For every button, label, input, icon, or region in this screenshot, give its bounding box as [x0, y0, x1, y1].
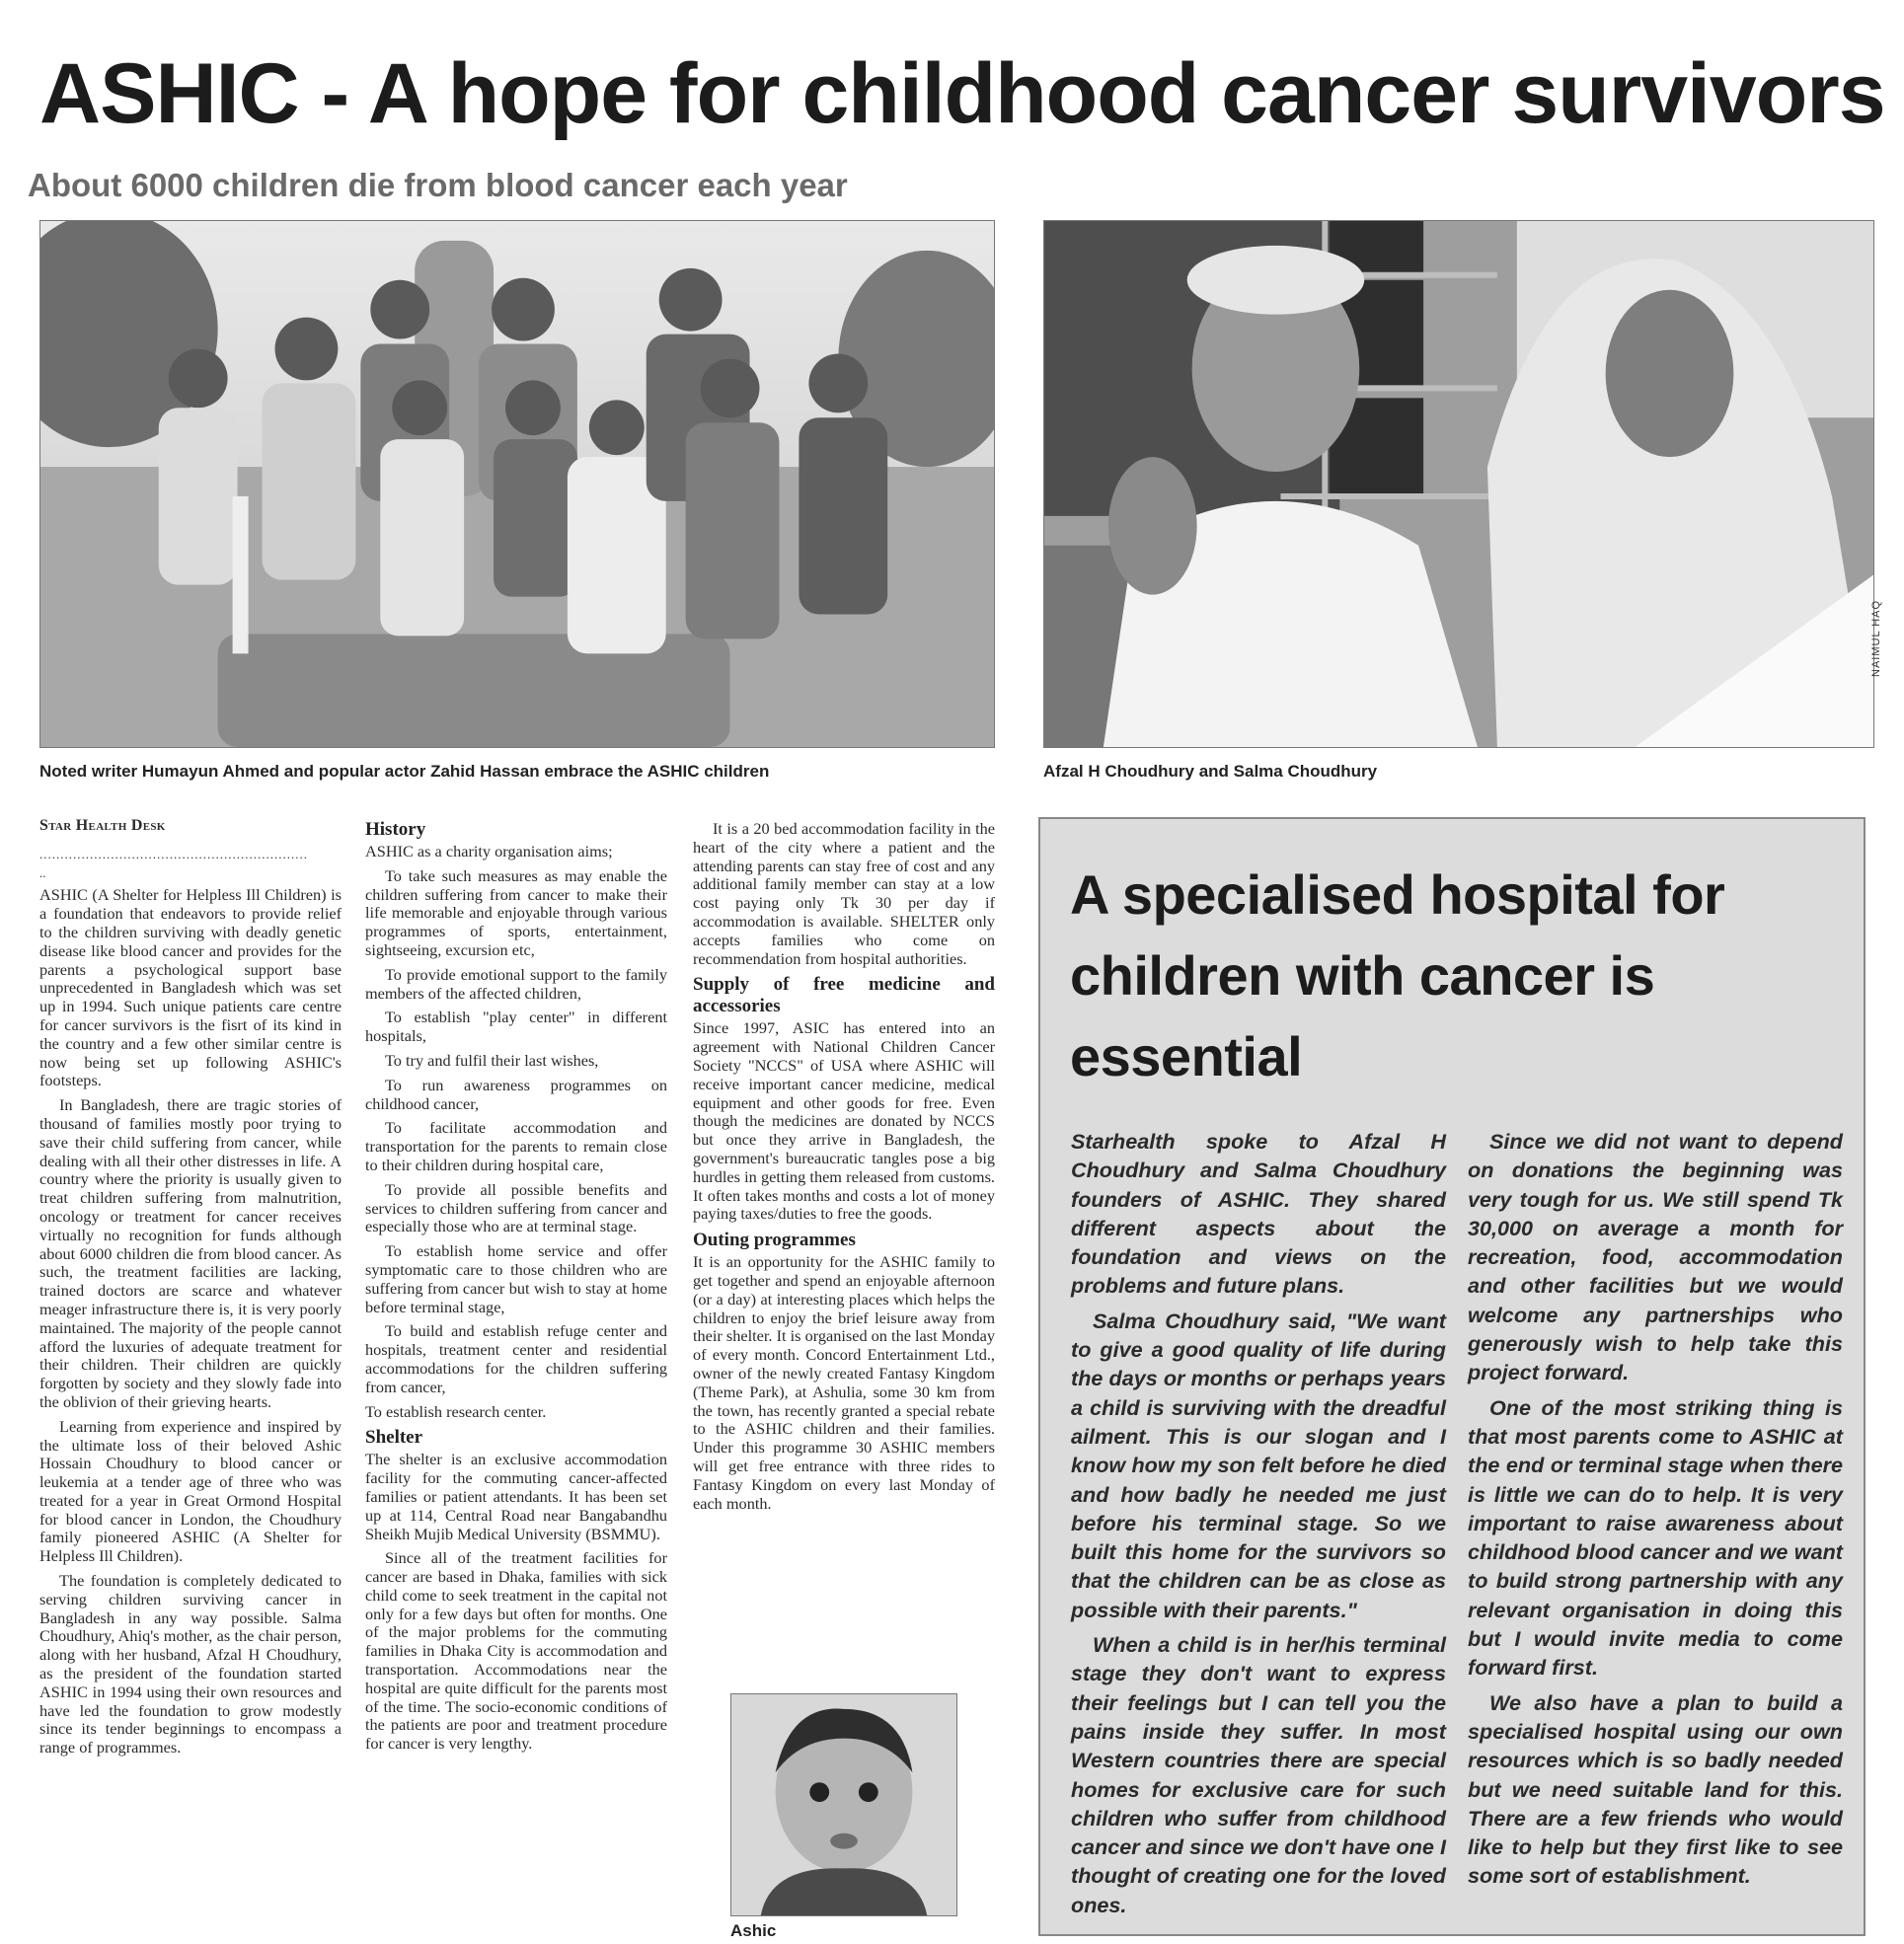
section-heading-outing: Outing programmes — [693, 1230, 856, 1251]
paragraph: ASHIC (A Shelter for Helpless Ill Children) is a foundation that endeavors to provide relief to the children surviving with deadly genetic disease like blood cancer and provides for the parents a psychological support base unprecedented in Bangladesh which was set up in 1994. Such unique patients care centre for cancer survivors is the fisrt of its kind in the country and a few other similar centre is now being set up following ASHIC's footsteps. — [39, 885, 342, 1090]
byline: Star Health Desk — [39, 817, 166, 834]
group-photo — [39, 220, 995, 748]
founders-photo-caption: Afzal H Choudhury and Salma Choudhury — [1043, 762, 1378, 781]
list-item: To run awareness programmes on childhood cancer, — [365, 1075, 667, 1113]
sidebar-column-left — [1071, 1127, 1446, 1925]
group-photo-caption: Noted writer Humayun Ahmed and popular actor Zahid Hassan embrace the ASHIC children — [39, 762, 770, 781]
article-column-2 — [365, 815, 667, 1759]
photo-credit: NAIMUL HAQ — [1870, 599, 1882, 677]
paragraph: Learning from experience and inspired by the ultimate loss of their beloved Ashic Hossain Choudhury to blood cancer or leukemia at a tender age of three who was treated for a year in Great Ormond Hospital for blood cancer in London, the Choudhury family pioneered ASHIC (A Shelter for Helpless Ill Children). — [39, 1416, 342, 1566]
paragraph: ASHIC as a charity organisation aims; — [365, 842, 613, 860]
paragraph: The shelter is an exclusive accommodation facility for the commuting cancer-affected families or patient attendants. It has been set up at 114, Central Road near Bangabandhu Sheikh Mujib Medical University (BSMMU). — [365, 1450, 667, 1543]
paragraph: It is a 20 bed accommodation facility in the heart of the city where a patient and the attending parents can stay free of cost and any additional family member can stay at a low cost paying only Tk 30 per day if accommodation is available. SHELTER only accepts families who come on recommendation from hospital authorities. — [693, 819, 995, 968]
list-item: To establish "play center" in different hospitals, — [365, 1008, 667, 1046]
section-heading-shelter: Shelter — [365, 1427, 423, 1449]
article-column-3 — [693, 820, 995, 1519]
list-item: To facilitate accommodation and transportation for the parents to remain close to their children during hospital care, — [365, 1118, 667, 1174]
interview-sidebar — [1038, 817, 1866, 1936]
paragraph: The foundation is completely dedicated to serving children surviving cancer in Bangladesh in any way possible. Salma Choudhury, Ahiq's mother, as the chair person, along with her husband, Afzal H Choudhury, as the president of the foundation started ASHIC in 1994 using their own resources and have led the foundation to grow modestly since its tender beginnings to encompass a range of programmes. — [39, 1571, 342, 1757]
section-heading-history: History — [365, 819, 426, 840]
paragraph: When a child is in her/his terminal stage they don't want to express their feelings but I can tell you the pains inside they suffer. In most Western countries there are special homes for exclusive care for such children who suffer from childhood cancer and since we don't have one I thought of creating one for the loved ones. — [1071, 1632, 1446, 1917]
paragraph: Since we did not want to depend on donations the beginning was very tough for us. We still spend Tk 30,000 on average a month for recreation, food, accommodation and other facilities but we would welcome any partnerships who generously wish to help take this project forward. — [1468, 1129, 1843, 1385]
list-item: To establish research center. — [365, 1401, 547, 1421]
paragraph: We also have a plan to build a specialised hospital using our own resources which is so badly needed but we need suitable land for this. There are a few friends who would like to help but they first like to see some sort of establishment. — [1468, 1689, 1843, 1889]
paragraph: Starhealth spoke to Afzal H Choudhury and Salma Choudhury founders of ASHIC. They shared different aspects about the foundation and views on the problems and future plans. — [1071, 1129, 1446, 1299]
byline-divider: ................................................................ — [39, 846, 308, 861]
list-item: To try and fulfil their last wishes, — [385, 1050, 599, 1070]
ashic-portrait — [730, 1693, 957, 1916]
list-item: To provide all possible benefits and services to children suffering from cancer and especially those who are at terminal stage. — [365, 1179, 667, 1236]
article-column-1 — [39, 817, 342, 1763]
paragraph: Since all of the treatment facilities for cancer are based in Dhaka, families with sick child come to seek treatment in the capital not only for a few days but often for months. One of the major problems for the commuting families in Dhaka City is accommodation and transportation. Accommodations near the hospital are quite difficult for the parents most of the time. The socio-economic conditions of the patients are poor and treatment procedure for cancer is very lengthy. — [365, 1548, 667, 1754]
headline: ASHIC - A hope for childhood cancer survivors — [39, 46, 1885, 141]
paragraph: Salma Choudhury said, "We want to give a good quality of life during the days or months or perhaps years a child is surviving with the dreadful ailment. This is our slogan and I know how my son felt before he died and how badly he needed me just before his terminal stage. So we built this home for the survivors so that the children can be as close as possible with their parents." — [1071, 1308, 1446, 1622]
list-item: To provide emotional support to the family members of the affected children, — [365, 964, 667, 1003]
byline-divider-tail: .. — [39, 864, 46, 880]
paragraph: It is an opportunity for the ASHIC family to get together and spend an enjoyable afternoon (or a day) at interesting places which helps the children to enjoy the brief leisure away from their shelter. It is organised on the last Monday of every month. Concord Entertainment Ltd., owner of the newly created Fantasy Kingdom (Theme Park), at Ashulia, some 30 km from the town, has recently granted a special rebate to the ASHIC children and their families. Under this programme 30 ASHIC members will get free entrance with three rides to Fantasy Kingdom on every last Monday of each month. — [693, 1252, 995, 1513]
paragraph: One of the most striking thing is that most parents come to ASHIC at the end or terminal stage when there is little we can do to help. It is very important to raise awareness about childhood blood cancer and we want to build strong partnership with any relevant organisation in doing this but I would invite media to come forward first. — [1468, 1394, 1843, 1681]
list-item: To take such measures as may enable the children suffering from cancer to make their life memorable and enjoyable through various programmes of sports, entertainment, sightseeing, excursion etc, — [365, 865, 667, 959]
ashic-portrait-caption: Ashic — [730, 1921, 777, 1940]
list-item: To establish home service and offer symptomatic care to those children who are suffering from cancer but wish to stay at home before terminal stage, — [365, 1241, 667, 1316]
paragraph: In Bangladesh, there are tragic stories of thousand of families mostly poor trying to save their child suffering from cancer, while dealing with all their other distresses in life. A country where the priority is usually given to treat children suffering from malnutrition, oncology or treatment for cancer receives virtually no recognition for funds although about 6000 children die from blood cancer. As such, the treatment facilities are lacking, trained doctors are scarce and whatever meager infrastructure there is, it is very poorly maintained. The majority of the people cannot afford the luxuries of adequate treatment for their children. Their children are quickly forgotten by society and they slowly fade into the oblivion of their grieving hearts. — [39, 1095, 342, 1411]
founders-photo — [1043, 220, 1874, 748]
section-heading-medicine: Supply of free medicine and accessories — [693, 974, 995, 1017]
subheadline: About 6000 children die from blood cancer each year — [28, 167, 848, 203]
list-item: To build and establish refuge center and hospitals, treatment center and residential accommodations for the children suffering from cancer, — [365, 1321, 667, 1396]
sidebar-title: A specialised hospital for children with cancer is essential — [1070, 863, 1725, 1087]
sidebar-column-right — [1468, 1127, 1843, 1897]
paragraph: Since 1997, ASIC has entered into an agreement with National Children Cancer Society "NCCS" of USA where ASHIC will receive important cancer medicine, medical equipment and other goods for free. Even though the medicines are donated by NCCS but once they arrive in Bangladesh, the government's bureaucratic tangles pose a big hurdles in getting them released from customs. It often takes months and costs a lot of money paying taxes/duties to free the goods. — [693, 1018, 995, 1224]
